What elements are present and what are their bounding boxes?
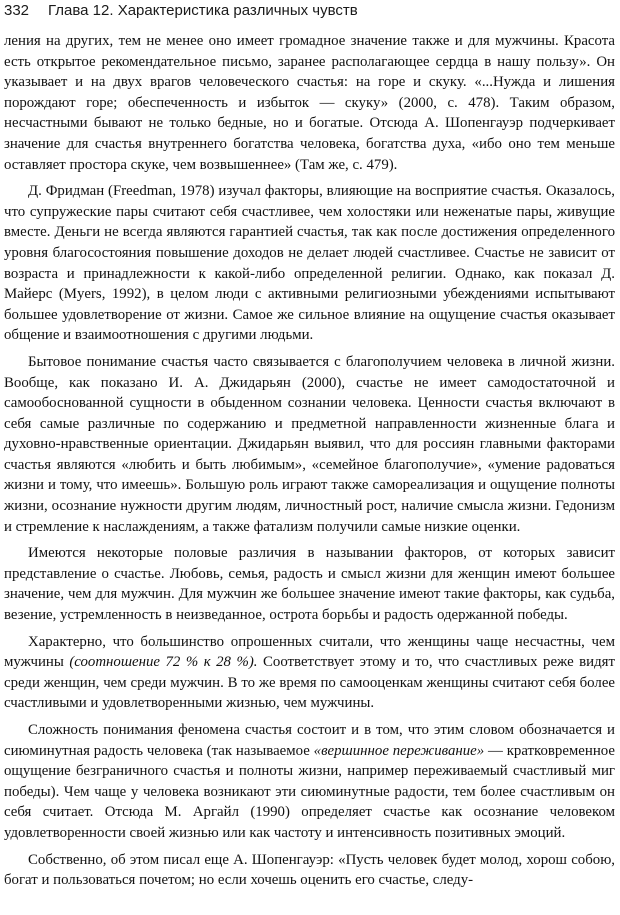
paragraph-4: Имеются некоторые половые различия в назывании факторов, от которых зависит представление о счастье. Любовь, семья, радость и смысл жизни для женщин имеют большее значение, чем для мужчин. Для мужчин же большее значение имеют такие факторы, как судьба, везение, устремленность в неизведанное, острота борьбы и радость одержанной победы. xyxy=(4,545,615,624)
paragraph-6-text-a: Сложность понимания феномена счастья состоит и в том, что этим словом обозначается и сиюминутная радость человека (так называемое xyxy=(4,722,615,759)
paragraph-2: Д. Фридман (Freedman, 1978) изучал факторы, влияющие на восприятие счастья. Оказалось, что супружеские пары считают себя счастливее, чем холостяки или неженатые пары, живущие вместе. Деньги не всегда являются гарантией счастья, так как после достижения определенного уровня благосостояния повышение доходов не делает людей счастливее. Счастье не зависит от возраста и принадлежности к какой-либо определенной религии. Однако, как показал Д. Майерс (Myers, 1992), в целом люди с активными религиозными убеждениями испытывают большее удовлетворение от жизни. Самое же сильное влияние на ощущение счастья оказывает общение и взаимоотношения с другими людьми. xyxy=(4,183,615,344)
paragraph-5 xyxy=(4,632,615,714)
body-text xyxy=(4,31,615,891)
running-header xyxy=(4,2,616,24)
paragraph-6-italic: «вершинное переживание» xyxy=(313,742,485,759)
paragraph-6-text-b: — кратковременное ощущение безграничного счастья и полноты жизни, например переживаемый счастливый миг победы). Чем чаще у человека возникают эти сиюминутные радости, тем более счастливым он себя считает. Отсюда М. Аргайл (1990) определяет счастье как осознание человеком удовлетворенности своей жизнью или как частоту и интенсивность позитивных эмоций. xyxy=(4,742,615,841)
paragraph-3: Бытовое понимание счастья часто связывается с благополучием человека в личной жизни. Вообще, как показано И. А. Джидарьян (2000), счастье не имеет самодостаточной и самообоснованной сущности в обыденном сознании человека. Ценности счастья включают в себя самые различные по содержанию и предметной направленности жизненные блага и духовно-нравственные ориентации. Джидарьян выявил, что для россиян главными факторами счастья являются «любить и быть любимым», «семейное благополучие», «умение радоваться жизни и тому, что имеешь». Большую роль играют также самореализация и ощущение полноты жизни, осознание нужности другим людям, личностный рост, наличие смысла жизни. Гедонизм и стремление к наслаждениям, а также фатализм получили самые низкие оценки. xyxy=(4,353,615,535)
chapter-title: Глава 12. Характеристика различных чувств xyxy=(48,2,358,19)
page-number: 332 xyxy=(4,2,30,19)
paragraph-5-text-b: Соответствует этому и то, что счастливых реже видят среди женщин, чем среди мужчин. В то же время по самооценкам женщины считают себя более счастливыми и удовлетворенными жизнью, чем мужчины. xyxy=(4,654,615,712)
paragraph-6 xyxy=(4,720,615,844)
paragraph-5-italic: (соотношение 72 % к 28 %). xyxy=(69,654,258,671)
paragraph-7: Собственно, об этом писал еще А. Шопенгауэр: «Пусть человек будет молод, хорош собою, богат и пользоваться почетом; но если хочешь оценить его счастье, следу- xyxy=(4,851,615,889)
paragraph-1: ления на других, тем не менее оно имеет громадное значение также и для мужчины. Красота есть открытое рекомендательное письмо, заранее располагающее сердца в нашу пользу». Он указывает и на двух врагов человеческого счастья: на горе и скуку. «...Нужда и лишения порождают горе; обеспеченность и избыток — скуку» (2000, с. 478). Таким образом, несчастными бывают не только бедные, но и богатые. Отсюда А. Шопенгауэр подчеркивает значение для счастья внутреннего богатства человека, богатства духа, «ибо оно тем меньше оставляет простора скуке, чем возвышеннее» (Там же, с. 479). xyxy=(4,33,615,173)
paragraph-5-text-a: Характерно, что большинство опрошенных считали, что женщины чаще несчастны, чем мужчины xyxy=(4,633,615,671)
